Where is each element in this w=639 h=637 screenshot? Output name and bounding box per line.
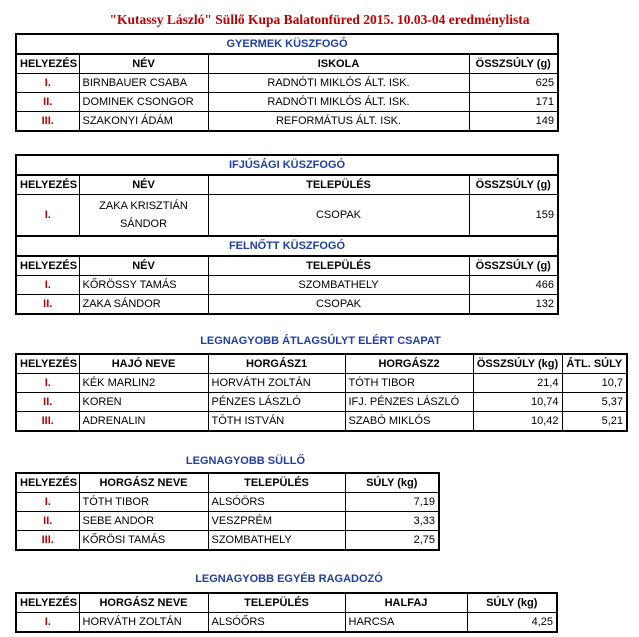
ragadozo-table bbox=[15, 592, 558, 633]
boat-cell: ADRENALIN bbox=[79, 412, 208, 432]
avg-cell: 5,37 bbox=[562, 393, 627, 412]
table-row bbox=[16, 93, 558, 112]
header-cell: TELEPÜLÉS bbox=[208, 256, 469, 276]
boat-cell: KOREN bbox=[79, 393, 208, 412]
name-cell: KŐRÖSSY TAMÁS bbox=[79, 276, 208, 295]
section-title: FELNŐTT KÜSZFOGÓ bbox=[16, 236, 558, 256]
header-cell: NÉV bbox=[79, 256, 208, 276]
town-cell: CSOPAK bbox=[208, 295, 469, 315]
header-cell: HELYEZÉS bbox=[16, 175, 79, 195]
header-cell: ÁTL. SÚLY bbox=[562, 354, 627, 374]
boat-cell: KÉK MARLIN2 bbox=[79, 374, 208, 393]
table-row bbox=[16, 276, 558, 295]
town-cell: SZOMBATHELY bbox=[208, 531, 345, 551]
town-cell: SZOMBATHELY bbox=[208, 276, 469, 295]
school-cell: RADNÓTI MIKLÓS ÁLT. ISK. bbox=[208, 74, 469, 93]
weight-cell: 2,75 bbox=[345, 531, 439, 551]
angler2-cell: TÓTH TIBOR bbox=[345, 374, 473, 393]
csapat-table bbox=[15, 353, 628, 432]
sullo-table bbox=[15, 472, 440, 551]
species-cell: HARCSA bbox=[345, 613, 467, 633]
weight-cell: 132 bbox=[469, 295, 558, 315]
header-cell: HELYEZÉS bbox=[16, 256, 79, 276]
header-cell: HELYEZÉS bbox=[16, 473, 79, 493]
angler1-cell: PÉNZES LÁSZLÓ bbox=[208, 393, 345, 412]
header-cell: HAJÓ NEVE bbox=[79, 354, 208, 374]
rank-cell: III. bbox=[16, 412, 79, 432]
rank-cell: III. bbox=[16, 112, 79, 132]
table-row bbox=[16, 374, 627, 393]
header-cell: HORGÁSZ NEVE bbox=[79, 593, 208, 613]
weight-cell: 149 bbox=[469, 112, 558, 132]
header-cell: ÖSSZSÚLY (g) bbox=[469, 175, 558, 195]
town-cell: VESZPRÉM bbox=[208, 512, 345, 531]
header-cell: TELEPÜLÉS bbox=[208, 175, 469, 195]
page-title: "Kutassy László" Süllő Kupa Balatonfüred 2015. 10.03-04 eredménylista bbox=[109, 12, 530, 27]
town-cell: CSOPAK bbox=[208, 195, 469, 237]
weight-cell: 7,19 bbox=[345, 493, 439, 512]
rank-cell: I. bbox=[16, 276, 79, 295]
name-cell: KŐRÖSI TAMÁS bbox=[79, 531, 208, 551]
weight-cell: 159 bbox=[469, 195, 558, 237]
rank-cell: I. bbox=[16, 374, 79, 393]
name-cell: DOMINEK CSONGOR bbox=[79, 93, 208, 112]
ifjusagi-felnott-table bbox=[15, 154, 559, 315]
header-cell: ÖSSZSÚLY (g) bbox=[469, 54, 558, 74]
weight-cell: 3,33 bbox=[345, 512, 439, 531]
table-row bbox=[16, 74, 558, 93]
name-cell: TÓTH TIBOR bbox=[79, 493, 208, 512]
weight-cell: 4,25 bbox=[467, 613, 557, 633]
gyermek-table bbox=[15, 33, 559, 132]
angler1-cell: HORVÁTH ZOLTÁN bbox=[208, 374, 345, 393]
header-cell: TELEPÜLÉS bbox=[208, 593, 345, 613]
rank-cell: II. bbox=[16, 512, 79, 531]
weight-cell: 625 bbox=[469, 74, 558, 93]
table-row bbox=[16, 493, 439, 512]
header-cell: NÉV bbox=[79, 54, 208, 74]
angler2-cell: SZABÓ MIKLÓS bbox=[345, 412, 473, 432]
section-title: IFJÚSÁGI KÜSZFOGÓ bbox=[16, 155, 558, 175]
table-row bbox=[16, 112, 558, 132]
school-cell: REFORMÁTUS ÁLT. ISK. bbox=[208, 112, 469, 132]
rank-cell: III. bbox=[16, 531, 79, 551]
header-cell: ÖSSZSÚLY (g) bbox=[469, 256, 558, 276]
section-title: LEGNAGYOBB EGYÉB RAGADOZÓ bbox=[195, 573, 383, 585]
header-cell: HELYEZÉS bbox=[16, 354, 79, 374]
name-cell: BIRNBAUER CSABA bbox=[79, 74, 208, 93]
section-title: LEGNAGYOBB ÁTLAGSÚLYT ELÉRT CSAPAT bbox=[200, 335, 441, 347]
table-row bbox=[16, 613, 557, 633]
table-row bbox=[16, 512, 439, 531]
table-row bbox=[16, 295, 558, 315]
name-cell: SEBE ANDOR bbox=[79, 512, 208, 531]
header-cell: HELYEZÉS bbox=[16, 593, 79, 613]
avg-cell: 10,7 bbox=[562, 374, 627, 393]
name-cell: ZAKA KRISZTIÁN SÁNDOR bbox=[79, 195, 208, 237]
table-row bbox=[16, 412, 627, 432]
header-cell: ISKOLA bbox=[208, 54, 469, 74]
rank-cell: I. bbox=[16, 195, 79, 237]
name-cell: HORVÁTH ZOLTÁN bbox=[79, 613, 208, 633]
total-cell: 21,4 bbox=[473, 374, 562, 393]
total-cell: 10,74 bbox=[473, 393, 562, 412]
header-cell: SÚLY (kg) bbox=[345, 473, 439, 493]
header-cell: ÖSSZSÚLY (kg) bbox=[473, 354, 562, 374]
weight-cell: 466 bbox=[469, 276, 558, 295]
header-cell: HORGÁSZ2 bbox=[345, 354, 473, 374]
header-cell: TELEPÜLÉS bbox=[208, 473, 345, 493]
avg-cell: 5,21 bbox=[562, 412, 627, 432]
town-cell: ALSÓÖRS bbox=[208, 493, 345, 512]
rank-cell: II. bbox=[16, 93, 79, 112]
town-cell: ALSÓŐRS bbox=[208, 613, 345, 633]
header-cell: NÉV bbox=[79, 175, 208, 195]
header-cell: HORGÁSZ NEVE bbox=[79, 473, 208, 493]
section-title: GYERMEK KÜSZFOGÓ bbox=[16, 34, 558, 54]
angler2-cell: IFJ. PÉNZES LÁSZLÓ bbox=[345, 393, 473, 412]
rank-cell: I. bbox=[16, 613, 79, 633]
rank-cell: I. bbox=[16, 493, 79, 512]
angler1-cell: TÓTH ISTVÁN bbox=[208, 412, 345, 432]
header-cell: HALFAJ bbox=[345, 593, 467, 613]
header-cell: HORGÁSZ1 bbox=[208, 354, 345, 374]
rank-cell: II. bbox=[16, 393, 79, 412]
header-cell: HELYEZÉS bbox=[16, 54, 79, 74]
table-row bbox=[16, 393, 627, 412]
rank-cell: I. bbox=[16, 74, 79, 93]
rank-cell: II. bbox=[16, 295, 79, 315]
table-row bbox=[16, 195, 558, 237]
table-row bbox=[16, 531, 439, 551]
name-cell: SZAKONYI ÁDÁM bbox=[79, 112, 208, 132]
school-cell: RADNÓTI MIKLÓS ÁLT. ISK. bbox=[208, 93, 469, 112]
total-cell: 10,42 bbox=[473, 412, 562, 432]
weight-cell: 171 bbox=[469, 93, 558, 112]
header-cell: SÚLY (kg) bbox=[467, 593, 557, 613]
name-cell: ZAKA SÁNDOR bbox=[79, 295, 208, 315]
section-title: LEGNAGYOBB SÜLLŐ bbox=[185, 455, 306, 467]
